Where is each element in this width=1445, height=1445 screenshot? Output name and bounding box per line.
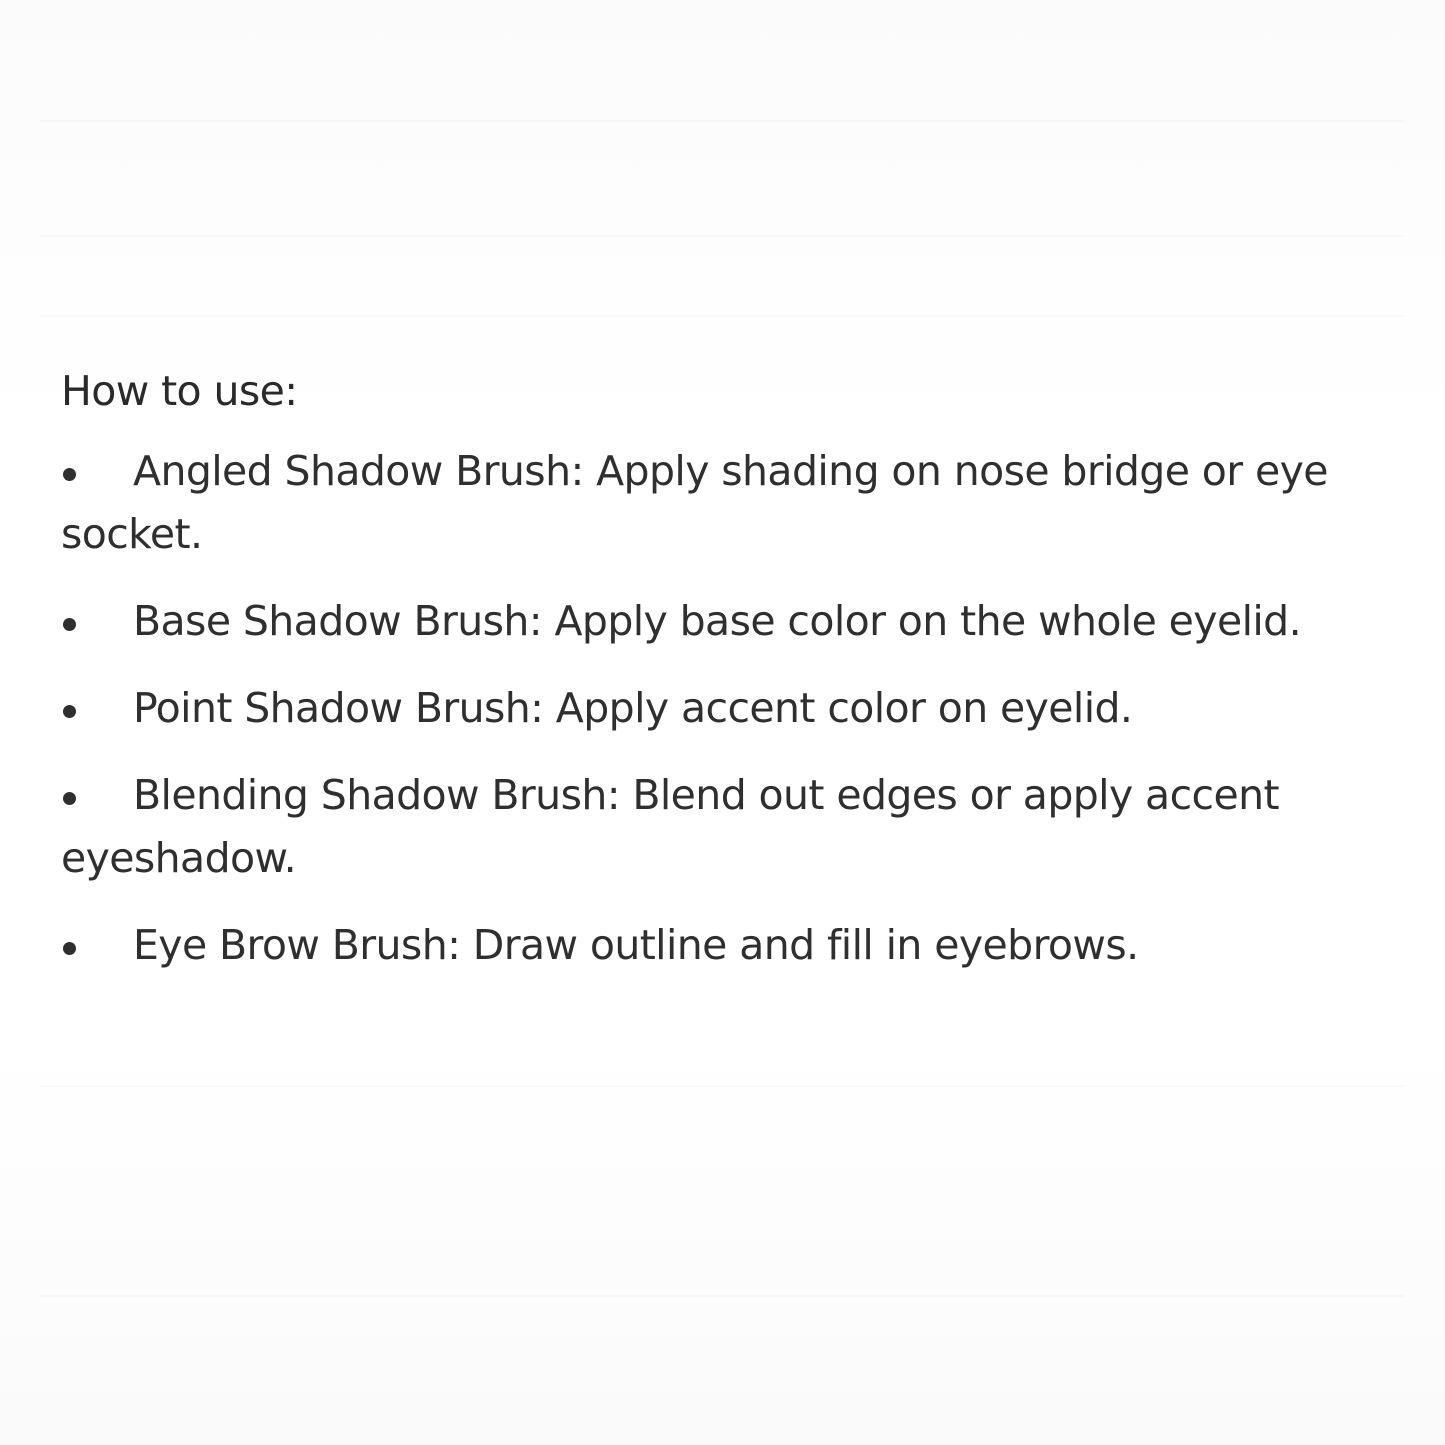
background-texture xyxy=(40,120,1405,122)
bullet-icon xyxy=(63,618,76,631)
list-item-text: Eye Brow Brush: Draw outline and fill in eyebrows. xyxy=(133,921,1139,969)
list-item xyxy=(61,440,1391,566)
list-item xyxy=(61,590,1391,653)
list-item xyxy=(61,677,1391,740)
list-item-text: Point Shadow Brush: Apply accent color on eyelid. xyxy=(133,684,1133,732)
section-heading: How to use: xyxy=(61,367,298,415)
list-item-text: Angled Shadow Brush: Apply shading on nose bridge or eye socket. xyxy=(61,447,1328,558)
list-item xyxy=(61,764,1391,890)
background-texture xyxy=(40,1085,1405,1087)
bullet-icon xyxy=(63,792,76,805)
background-texture xyxy=(40,235,1405,237)
bullet-icon xyxy=(63,705,76,718)
instructions-section xyxy=(61,362,1391,1001)
list-item-text: Blending Shadow Brush: Blend out edges or apply accent eyeshadow. xyxy=(61,771,1279,882)
list-item xyxy=(61,914,1391,977)
background-texture xyxy=(40,315,1405,317)
bullet-icon xyxy=(63,468,76,481)
background-texture xyxy=(40,1295,1405,1297)
instructions-list xyxy=(61,440,1391,977)
list-item-text: Base Shadow Brush: Apply base color on the whole eyelid. xyxy=(133,597,1302,645)
bullet-icon xyxy=(63,942,76,955)
